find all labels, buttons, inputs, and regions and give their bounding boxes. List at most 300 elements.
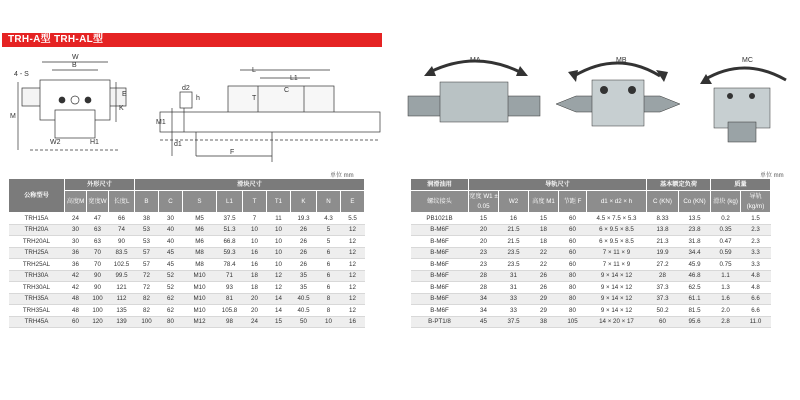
table-cell: 18 <box>243 270 267 282</box>
col-header-rail-weight: 导轨 (kg/m) <box>741 191 771 213</box>
table-cell: 105 <box>559 316 587 328</box>
table-cell: 80 <box>559 293 587 305</box>
col-header-f: 节距 F <box>559 191 587 213</box>
table-cell: 60 <box>559 259 587 271</box>
table-cell: 12 <box>341 282 365 294</box>
table-cell: 53 <box>135 224 159 236</box>
table-cell: 12 <box>341 247 365 259</box>
table-cell: 23 <box>469 247 499 259</box>
table-cell: 63 <box>87 224 109 236</box>
table-cell: 29 <box>529 305 559 317</box>
dim-f: F <box>230 149 235 156</box>
table-cell: 53 <box>135 236 159 248</box>
table-cell: 14 <box>267 293 291 305</box>
table-cell: 60 <box>559 247 587 259</box>
table-cell: 0.75 <box>711 259 741 271</box>
table-cell: 8.33 <box>647 213 679 225</box>
dim-d2: d2 <box>182 85 190 92</box>
table-cell: 6 <box>317 247 341 259</box>
table-cell: 45 <box>159 259 183 271</box>
table-cell: 26 <box>291 224 317 236</box>
table-cell: 15 <box>529 213 559 225</box>
table-cell: 72 <box>135 270 159 282</box>
left-spec-table-wrap <box>8 178 365 328</box>
table-cell: M6 <box>183 236 217 248</box>
moment-mb-drawing <box>556 63 680 126</box>
table-cell: 19.9 <box>647 247 679 259</box>
table-cell: 12 <box>341 270 365 282</box>
table-cell: 33 <box>499 305 529 317</box>
table-cell: 80 <box>559 270 587 282</box>
table-cell: 1.5 <box>741 213 771 225</box>
table-cell: 120 <box>87 316 109 328</box>
table-cell: 7 × 11 × 9 <box>587 247 647 259</box>
table-cell: 4.8 <box>741 270 771 282</box>
table-row <box>9 247 365 259</box>
dim-d1: d1 <box>174 141 182 148</box>
table-cell: 4.8 <box>741 282 771 294</box>
table-cell: 33 <box>499 293 529 305</box>
col-header-d: d1 × d2 × h <box>587 191 647 213</box>
table-cell: 83.5 <box>109 247 135 259</box>
table-cell: 8 <box>317 305 341 317</box>
table-cell: 42 <box>65 282 87 294</box>
table-cell: TRH20AL <box>9 236 65 248</box>
table-row <box>9 282 365 294</box>
technical-drawing-area <box>0 52 800 164</box>
dim-w2: W2 <box>50 139 61 146</box>
dim-k: K <box>119 105 124 112</box>
col-header-oil-fitting: 螺纹接头 <box>411 191 469 213</box>
table-cell: 12 <box>341 293 365 305</box>
table-cell: 57 <box>135 247 159 259</box>
table-cell: 20 <box>469 224 499 236</box>
moment-ma-label: MA <box>470 57 481 64</box>
table-cell: TRH15A <box>9 213 65 225</box>
table-cell: 23.5 <box>499 259 529 271</box>
table-cell: 30 <box>65 236 87 248</box>
table-cell: 14 <box>267 305 291 317</box>
table-cell: 4.3 <box>317 213 341 225</box>
table-cell: M10 <box>183 293 217 305</box>
table-cell: 22 <box>529 259 559 271</box>
table-cell: 1.6 <box>711 293 741 305</box>
table-cell: M10 <box>183 282 217 294</box>
table-cell: 12 <box>341 259 365 271</box>
table-cell: 4.5 × 7.5 × 5.3 <box>587 213 647 225</box>
table-cell: 12 <box>267 282 291 294</box>
moment-ma-drawing <box>408 61 540 122</box>
table-cell: 95.6 <box>679 316 711 328</box>
table-cell: B-PT1/8 <box>411 316 469 328</box>
table-cell: 31 <box>499 270 529 282</box>
table-cell: 6 × 9.5 × 8.5 <box>587 224 647 236</box>
dim-h: h <box>196 95 200 102</box>
table-cell: 23.8 <box>679 224 711 236</box>
side-view-drawing <box>160 70 380 162</box>
table-cell: 0.35 <box>711 224 741 236</box>
table-cell: 20 <box>243 293 267 305</box>
table-cell: 37.3 <box>647 293 679 305</box>
table-cell: 46.8 <box>679 270 711 282</box>
col-header-l1: L1 <box>217 191 243 213</box>
col-header-height: 高度M <box>65 191 87 213</box>
table-cell: 26 <box>529 282 559 294</box>
table-cell: 80 <box>559 305 587 317</box>
table-row <box>411 305 771 317</box>
table-cell: 70 <box>87 247 109 259</box>
table-row <box>9 293 365 305</box>
table-cell: 8 <box>317 293 341 305</box>
table-cell: 90 <box>109 236 135 248</box>
dim-m1: M1 <box>156 119 166 126</box>
table-cell: 40 <box>159 224 183 236</box>
table-row <box>411 316 771 328</box>
dim-l1: L1 <box>290 75 298 82</box>
dim-c: C <box>284 87 290 94</box>
table-cell: 18 <box>529 236 559 248</box>
table-cell: B-M6F <box>411 247 469 259</box>
table-row <box>9 213 365 225</box>
table-cell: M10 <box>183 305 217 317</box>
table-cell: 48 <box>65 293 87 305</box>
table-cell: 24 <box>65 213 87 225</box>
col-header-t1: T1 <box>267 191 291 213</box>
table-cell: 10 <box>243 224 267 236</box>
moment-mb-label: MB <box>616 57 627 64</box>
table-row <box>9 305 365 317</box>
table-cell: 139 <box>109 316 135 328</box>
table-cell: 1.1 <box>711 270 741 282</box>
table-cell: 98 <box>217 316 243 328</box>
table-cell: 21.5 <box>499 224 529 236</box>
table-cell: 26 <box>291 259 317 271</box>
table-cell: 27.2 <box>647 259 679 271</box>
table-cell: 31.8 <box>679 236 711 248</box>
table-cell: 12 <box>267 270 291 282</box>
table-cell: 6 <box>317 282 341 294</box>
group-header-rail: 导轨尺寸 <box>469 179 647 191</box>
table-row <box>411 247 771 259</box>
table-cell: 26 <box>291 236 317 248</box>
table-cell: 9 × 14 × 12 <box>587 305 647 317</box>
table-cell: 82 <box>135 305 159 317</box>
col-header-model: 公称型号 <box>9 179 65 213</box>
table-cell: B-M6F <box>411 259 469 271</box>
table-row <box>411 224 771 236</box>
table-cell: 10 <box>267 224 291 236</box>
table-cell: 2.8 <box>711 316 741 328</box>
table-cell: 30 <box>159 213 183 225</box>
table-cell: 40.5 <box>291 293 317 305</box>
table-cell: B-M6F <box>411 293 469 305</box>
table-cell: 26 <box>529 270 559 282</box>
table-cell: 78.4 <box>217 259 243 271</box>
table-cell: 102.5 <box>109 259 135 271</box>
table-cell: 45 <box>159 247 183 259</box>
table-cell: 10 <box>267 259 291 271</box>
table-cell: 50.2 <box>647 305 679 317</box>
table-cell: 16 <box>243 259 267 271</box>
table-cell: 45.9 <box>679 259 711 271</box>
col-header-w2: W2 <box>499 191 529 213</box>
table-cell: 18 <box>529 224 559 236</box>
table-cell: 63 <box>87 236 109 248</box>
table-cell: 52 <box>159 282 183 294</box>
table-cell: 6 <box>317 259 341 271</box>
table-cell: 135 <box>109 305 135 317</box>
dim-w: W <box>72 54 79 61</box>
group-header-slider: 滑块尺寸 <box>135 179 365 191</box>
table-cell: 100 <box>87 305 109 317</box>
table-cell: 11.0 <box>741 316 771 328</box>
col-header-b: B <box>135 191 159 213</box>
table-cell: M8 <box>183 247 217 259</box>
table-cell: 47 <box>87 213 109 225</box>
table-cell: 18 <box>243 282 267 294</box>
table-cell: 5.5 <box>341 213 365 225</box>
table-cell: 48 <box>65 305 87 317</box>
table-cell: 62 <box>159 293 183 305</box>
table-cell: 38 <box>529 316 559 328</box>
table-cell: 13.5 <box>679 213 711 225</box>
table-cell: 2.3 <box>741 224 771 236</box>
table-cell: 81.5 <box>679 305 711 317</box>
table-cell: 52 <box>159 270 183 282</box>
table-row <box>411 293 771 305</box>
col-header-slider-weight: 滑块 (kg) <box>711 191 741 213</box>
table-cell: 37.3 <box>647 282 679 294</box>
table-cell: M8 <box>183 259 217 271</box>
col-header-length: 长度L <box>109 191 135 213</box>
table-cell: 7 <box>243 213 267 225</box>
table-cell: 59.3 <box>217 247 243 259</box>
table-cell: 61.1 <box>679 293 711 305</box>
table-cell: 28 <box>647 270 679 282</box>
table-cell: B-M6F <box>411 305 469 317</box>
table-row <box>411 236 771 248</box>
table-cell: 1.3 <box>711 282 741 294</box>
group-header-load: 基本额定负荷 <box>647 179 711 191</box>
moment-mc-drawing <box>700 68 786 142</box>
table-cell: 0.2 <box>711 213 741 225</box>
table-cell: 93 <box>217 282 243 294</box>
table-cell: 37.5 <box>217 213 243 225</box>
table-cell: 70 <box>87 259 109 271</box>
table-row <box>9 224 365 236</box>
table-cell: 16 <box>243 247 267 259</box>
col-header-c: C <box>159 191 183 213</box>
table-cell: 99.5 <box>109 270 135 282</box>
table-cell: B-M6F <box>411 282 469 294</box>
unit-note-left: 单位 mm <box>330 173 354 179</box>
table-cell: B-M6F <box>411 224 469 236</box>
table-cell: 26 <box>291 247 317 259</box>
table-cell: M10 <box>183 270 217 282</box>
table-cell: 112 <box>109 293 135 305</box>
table-cell: 90 <box>87 270 109 282</box>
table-cell: 36 <box>65 247 87 259</box>
table-row <box>9 259 365 271</box>
table-cell: 16 <box>341 316 365 328</box>
col-header-k: K <box>291 191 317 213</box>
moment-mc-label: MC <box>742 57 753 64</box>
table-cell: 14 × 20 × 17 <box>587 316 647 328</box>
table-cell: TRH30AL <box>9 282 65 294</box>
table-cell: B-M6F <box>411 270 469 282</box>
table-cell: 21.5 <box>499 236 529 248</box>
table-cell: 23.5 <box>499 247 529 259</box>
table-cell: 9 × 14 × 12 <box>587 293 647 305</box>
table-cell: 0.59 <box>711 247 741 259</box>
table-cell: 15 <box>469 213 499 225</box>
table-cell: TRH35AL <box>9 305 65 317</box>
table-cell: 3.3 <box>741 259 771 271</box>
table-cell: 5 <box>317 224 341 236</box>
table-cell: 121 <box>109 282 135 294</box>
table-cell: M6 <box>183 224 217 236</box>
table-cell: 10 <box>243 236 267 248</box>
table-cell: 2.3 <box>741 236 771 248</box>
table-row <box>411 282 771 294</box>
table-cell: 38 <box>135 213 159 225</box>
dim-t: T <box>252 95 257 102</box>
group-header-outer: 外形尺寸 <box>65 179 135 191</box>
table-cell: 24 <box>243 316 267 328</box>
table-cell: 34 <box>469 293 499 305</box>
section-title: TRH-A型 TRH-AL型 <box>8 34 104 45</box>
dim-h1: H1 <box>90 139 99 146</box>
table-cell: 30 <box>65 224 87 236</box>
table-cell: 15 <box>267 316 291 328</box>
table-cell: 34 <box>469 305 499 317</box>
table-row <box>411 213 771 225</box>
dim-l: L <box>252 67 256 74</box>
left-spec-table <box>8 178 365 328</box>
table-row <box>411 270 771 282</box>
dim-m: M <box>10 113 16 120</box>
col-header-width: 宽度W <box>87 191 109 213</box>
table-cell: 28 <box>469 270 499 282</box>
table-cell: TRH30A <box>9 270 65 282</box>
table-cell: 60 <box>559 236 587 248</box>
front-view-drawing <box>18 62 126 150</box>
table-cell: 60 <box>559 213 587 225</box>
table-cell: 23 <box>469 259 499 271</box>
table-cell: 13.8 <box>647 224 679 236</box>
technical-drawings <box>0 52 800 164</box>
table-cell: 2.0 <box>711 305 741 317</box>
col-header-c: C (KN) <box>647 191 679 213</box>
table-cell: TRH25AL <box>9 259 65 271</box>
table-cell: 50 <box>291 316 317 328</box>
col-header-e: E <box>341 191 365 213</box>
col-header-n: N <box>317 191 341 213</box>
table-cell: B-M6F <box>411 236 469 248</box>
table-cell: 31 <box>499 282 529 294</box>
dim-e: E <box>122 91 127 98</box>
col-header-oil: 润滑油用 <box>411 179 469 191</box>
table-cell: 19.3 <box>291 213 317 225</box>
unit-note-right: 单位 mm <box>760 173 784 179</box>
table-cell: 66.8 <box>217 236 243 248</box>
table-cell: 105.8 <box>217 305 243 317</box>
table-cell: 3.3 <box>741 247 771 259</box>
table-cell: 22 <box>529 247 559 259</box>
table-cell: TRH35A <box>9 293 65 305</box>
table-cell: 21.3 <box>647 236 679 248</box>
table-row <box>9 316 365 328</box>
col-header-m1: 高度 M1 <box>529 191 559 213</box>
table-cell: 45 <box>469 316 499 328</box>
table-cell: 36 <box>65 259 87 271</box>
table-cell: 0.47 <box>711 236 741 248</box>
table-cell: 37.5 <box>499 316 529 328</box>
table-cell: 71 <box>217 270 243 282</box>
dim-4s: 4 - S <box>14 71 29 78</box>
table-cell: 57 <box>135 259 159 271</box>
table-cell: 66 <box>109 213 135 225</box>
table-cell: 12 <box>341 224 365 236</box>
table-cell: 20 <box>243 305 267 317</box>
table-cell: 40.5 <box>291 305 317 317</box>
table-cell: 6.6 <box>741 293 771 305</box>
table-cell: M12 <box>183 316 217 328</box>
table-cell: 42 <box>65 270 87 282</box>
table-cell: 29 <box>529 293 559 305</box>
table-cell: 12 <box>341 236 365 248</box>
table-cell: 28 <box>469 282 499 294</box>
table-cell: 74 <box>109 224 135 236</box>
table-cell: 34.4 <box>679 247 711 259</box>
table-cell: 35 <box>291 282 317 294</box>
table-cell: PB1021B <box>411 213 469 225</box>
table-cell: 5 <box>317 236 341 248</box>
group-header-weight: 质量 <box>711 179 771 191</box>
col-header-co: Co (KN) <box>679 191 711 213</box>
table-cell: 10 <box>267 247 291 259</box>
table-cell: 6 × 9.5 × 8.5 <box>587 236 647 248</box>
table-cell: TRH25A <box>9 247 65 259</box>
table-cell: 80 <box>559 282 587 294</box>
col-header-t: T <box>243 191 267 213</box>
col-header-s: S <box>183 191 217 213</box>
table-cell: 72 <box>135 282 159 294</box>
table-cell: 100 <box>87 293 109 305</box>
table-cell: 11 <box>267 213 291 225</box>
table-cell: 12 <box>341 305 365 317</box>
table-cell: 35 <box>291 270 317 282</box>
table-cell: 7 × 11 × 9 <box>587 259 647 271</box>
table-cell: 20 <box>469 236 499 248</box>
table-cell: 82 <box>135 293 159 305</box>
section-title-bar <box>2 33 382 47</box>
table-cell: 10 <box>317 316 341 328</box>
table-cell: TRH45A <box>9 316 65 328</box>
right-spec-table <box>410 178 771 328</box>
table-row <box>9 236 365 248</box>
table-row <box>411 259 771 271</box>
table-cell: 60 <box>647 316 679 328</box>
table-cell: 90 <box>87 282 109 294</box>
table-cell: 60 <box>65 316 87 328</box>
table-cell: TRH20A <box>9 224 65 236</box>
table-cell: 40 <box>159 236 183 248</box>
table-cell: 16 <box>499 213 529 225</box>
table-cell: 10 <box>267 236 291 248</box>
col-header-w1: 宽度 W1 ± 0.05 <box>469 191 499 213</box>
table-cell: 62.5 <box>679 282 711 294</box>
